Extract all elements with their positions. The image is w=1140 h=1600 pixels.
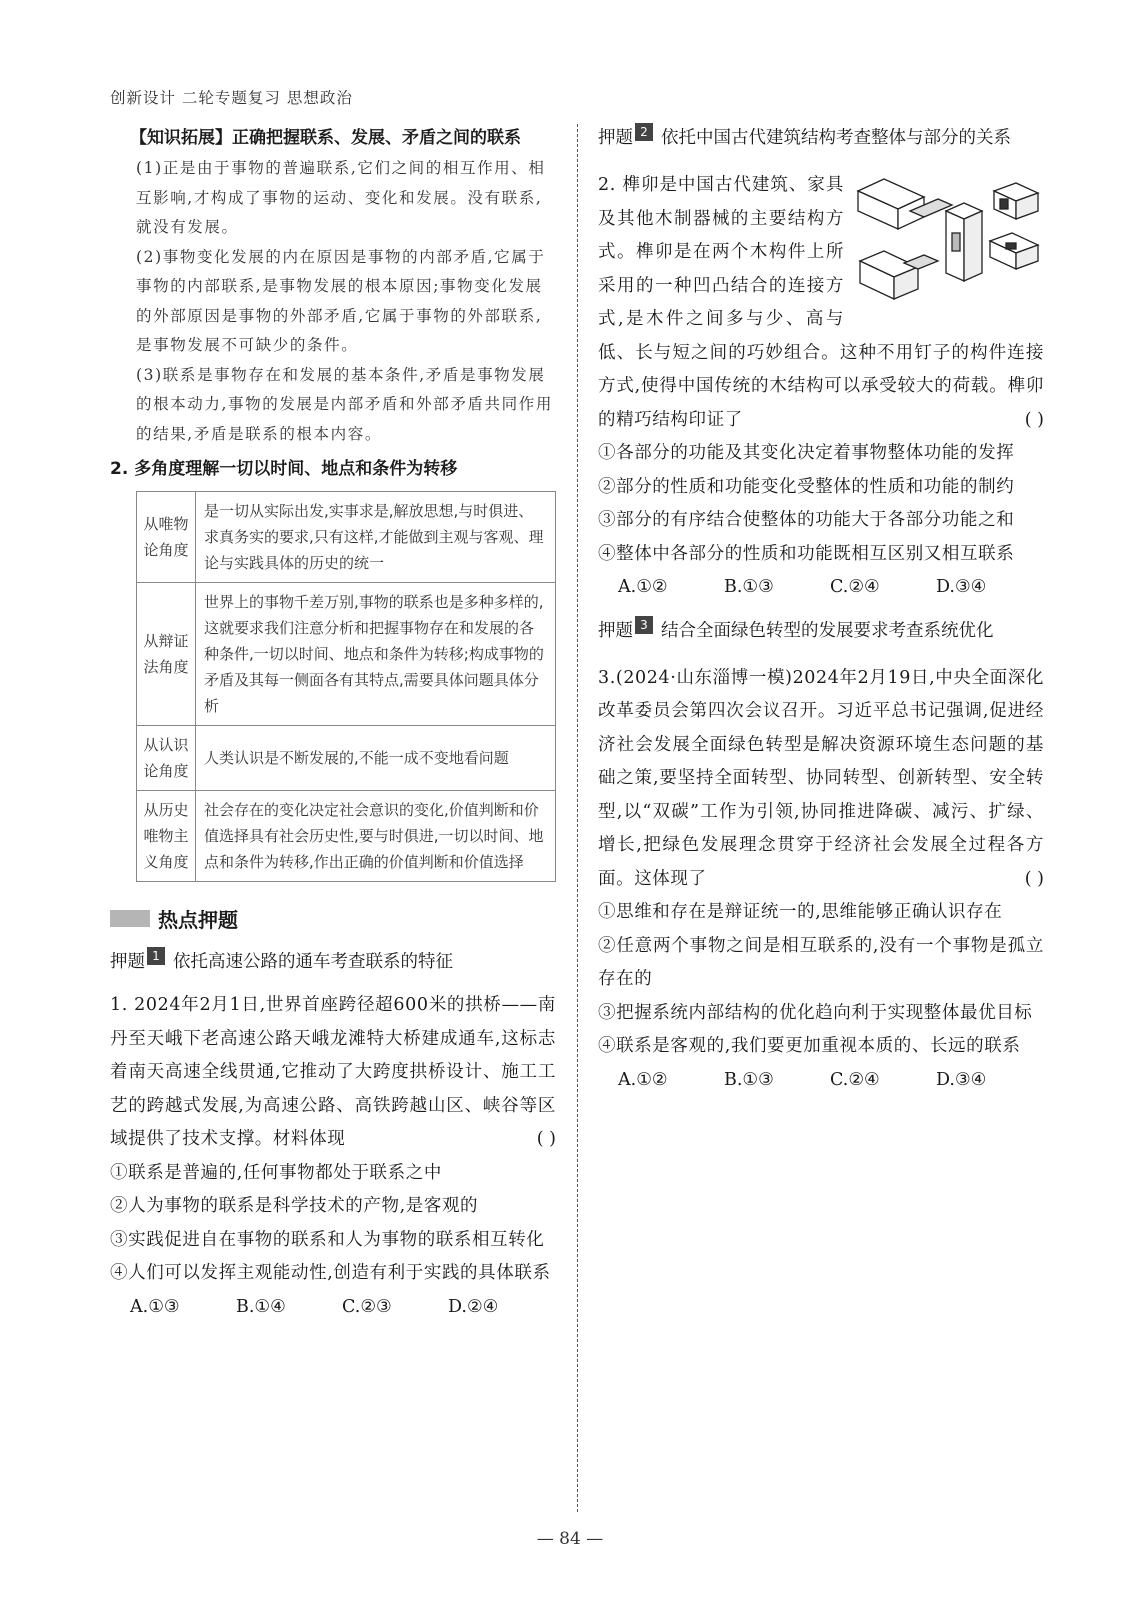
mortise-tenon-illustration <box>854 171 1044 311</box>
hot-section-heading <box>110 900 556 936</box>
topic-text: 结合全面绿色转型的发展要求考查系统优化 <box>661 620 994 641</box>
topic-heading-2 <box>598 122 1044 155</box>
topic-number-badge: 3 <box>635 616 653 634</box>
section-title: 2. 多角度理解一切以时间、地点和条件为转移 <box>110 459 458 479</box>
knowledge-item: (3)联系是事物存在和发展的基本条件,矛盾是事物发展的根本动力,事物的发展是内部矛盾和外部矛盾共同作用的结果,矛盾是联系的根本内容。 <box>136 365 553 443</box>
hot-section-title: 热点押题 <box>158 907 238 932</box>
statement: ①联系是普遍的,任何事物都处于联系之中 <box>110 1162 442 1183</box>
table-row <box>137 791 556 882</box>
answer-blank: ( ) <box>536 1129 556 1149</box>
statement: ①各部分的功能及其变化决定着事物整体功能的发挥 <box>598 443 1015 463</box>
table-row <box>137 726 556 791</box>
topic-heading-1 <box>110 946 556 979</box>
answer-blank: ( ) <box>1024 409 1044 430</box>
question-1 <box>110 989 556 1291</box>
option[interactable]: C.②③ <box>342 1296 392 1317</box>
knowledge-item: (2)事物变化发展的内在原因是事物的内部矛盾,它属于事物的内部联系,是事物发展的根本原因;事物变化发展的外部原因是事物的外部矛盾,它属于事物的外部联系,是事物发展不可缺少的条件。 <box>136 247 546 354</box>
table-row-head: 从历史唯物主义角度 <box>137 791 196 882</box>
option[interactable]: B.①③ <box>724 1069 774 1090</box>
question-3 <box>598 662 1044 1064</box>
option[interactable]: C.②④ <box>830 577 880 597</box>
topic-number-badge: 1 <box>147 947 165 965</box>
table-row-body: 世界上的事物千差万别,事物的联系也是多种多样的,这就要求我们注意分析和把握事物存在和发展的各种条件,一切以时间、地点和条件为转移;构成事物的矛盾及其每一侧面各有其特点,需要具体问题具体分析 <box>196 583 556 726</box>
question-stem: 3.(2024·山东淄博一模)2024年2月19日,中央全面深化改革委员会第四次会议召开。习近平总书记强调,促进经济社会发展全面绿色转型是解决资源环境生态问题的基础之策,要坚持全面转型、协同转型、创新转型、安全转型,以“双碳”工作为引领,协同推进降碳、减污、扩绿、增长,把绿色发展理念贯穿于经济社会发展全过程各方面。这体现了 <box>598 667 1044 889</box>
option[interactable]: B.①④ <box>236 1296 286 1317</box>
statement: ②人为事物的联系是科学技术的产物,是客观的 <box>110 1196 479 1216</box>
answer-options <box>598 1064 1044 1098</box>
knowledge-title: 【知识拓展】正确把握联系、发展、矛盾之间的联系 <box>130 128 521 148</box>
topic-number-badge: 2 <box>635 123 653 141</box>
table-row-body: 是一切从实际出发,实事求是,解放思想,与时俱进、求真务实的要求,只有这样,才能做到主观与客观、理论与实践具体的历史的统一 <box>196 492 556 583</box>
option[interactable]: A.①② <box>618 1069 668 1090</box>
right-column <box>598 122 1044 1097</box>
topic-label: 押题 <box>598 620 633 641</box>
option[interactable]: B.①③ <box>724 577 774 597</box>
statement: ④联系是客观的,我们要更加重视本质的、长远的联系 <box>598 1036 1021 1056</box>
table-row-body: 社会存在的变化决定社会意识的变化,价值判断和价值选择具有社会历史性,要与时俱进,一切以时间、地点和条件为转移,作出正确的价值判断和价值选择 <box>196 791 556 882</box>
option[interactable]: D.③④ <box>936 577 987 597</box>
answer-blank: ( ) <box>1024 868 1044 889</box>
perspective-table <box>136 491 556 882</box>
option[interactable]: D.③④ <box>936 1069 987 1090</box>
table-row-head: 从唯物论角度 <box>137 492 196 583</box>
column-divider <box>577 124 578 1512</box>
statement: ②任意两个事物之间是相互联系的,没有一个事物是孤立存在的 <box>598 935 1044 989</box>
table-row <box>137 583 556 726</box>
topic-text: 依托中国古代建筑结构考查整体与部分的关系 <box>661 128 1011 148</box>
heading-bar <box>110 910 150 927</box>
topic-label: 押题 <box>598 128 633 148</box>
running-header: 创新设计 二轮专题复习 思想政治 <box>110 89 353 107</box>
topic-heading-3 <box>598 615 1044 648</box>
table-row-head: 从认识论角度 <box>137 726 196 791</box>
statement: ①思维和存在是辩证统一的,思维能够正确认识存在 <box>598 902 1003 922</box>
answer-options <box>598 571 1044 605</box>
left-column <box>110 122 556 1324</box>
table-row-head: 从辩证法角度 <box>137 583 196 726</box>
topic-label: 押题 <box>110 952 145 972</box>
page-number: — 84 — <box>536 1529 604 1549</box>
knowledge-item: (1)正是由于事物的普遍联系,它们之间的相互作用、相互影响,才构成了事物的运动、变化和发展。没有联系,就没有发展。 <box>136 159 546 236</box>
statement: ②部分的性质和功能变化受整体的性质和功能的制约 <box>598 476 1015 497</box>
answer-options <box>110 1291 556 1325</box>
statement: ③部分的有序结合使整体的功能大于各部分功能之和 <box>598 510 1015 530</box>
question-stem: 2. 榫卯是中国古代建筑、家具及其他木制器械的主要结构方式。榫卯是在两个木构件上所采用的一种凹凸结合的连接方式,是木件之间多与少、高与低、长与短之间的巧妙组合。这种不用钉子的构件连接方式,使得中国传统的木结构可以承受较大的荷载。榫卯的精巧结构印证了 <box>598 175 1044 430</box>
question-stem: 1. 2024年2月1日,世界首座跨径超600米的拱桥——南丹至天峨下老高速公路天峨龙滩特大桥建成通车,这标志着南天高速全线贯通,它推动了大跨度拱桥设计、施工工艺的跨越式发展,为高速公路、高铁跨越山区、峡谷等区域提供了技术支撑。材料体现 <box>110 995 556 1149</box>
option[interactable]: D.②④ <box>448 1296 499 1317</box>
question-2 <box>598 169 1044 571</box>
table-row-body: 人类认识是不断发展的,不能一成不变地看问题 <box>196 726 556 791</box>
option[interactable]: A.①③ <box>130 1296 180 1317</box>
statement: ③实践促进自在事物的联系和人为事物的联系相互转化 <box>110 1229 545 1250</box>
statement: ④人们可以发挥主观能动性,创造有利于实践的具体联系 <box>110 1263 551 1283</box>
statement: ④整体中各部分的性质和功能既相互区别又相互联系 <box>598 543 1015 564</box>
table-row <box>137 492 556 583</box>
option[interactable]: A.①② <box>618 577 668 597</box>
knowledge-body <box>136 154 556 449</box>
option[interactable]: C.②④ <box>830 1069 880 1090</box>
topic-text: 依托高速公路的通车考查联系的特征 <box>173 952 453 972</box>
statement: ③把握系统内部结构的优化趋向利于实现整体最优目标 <box>598 1002 1033 1023</box>
